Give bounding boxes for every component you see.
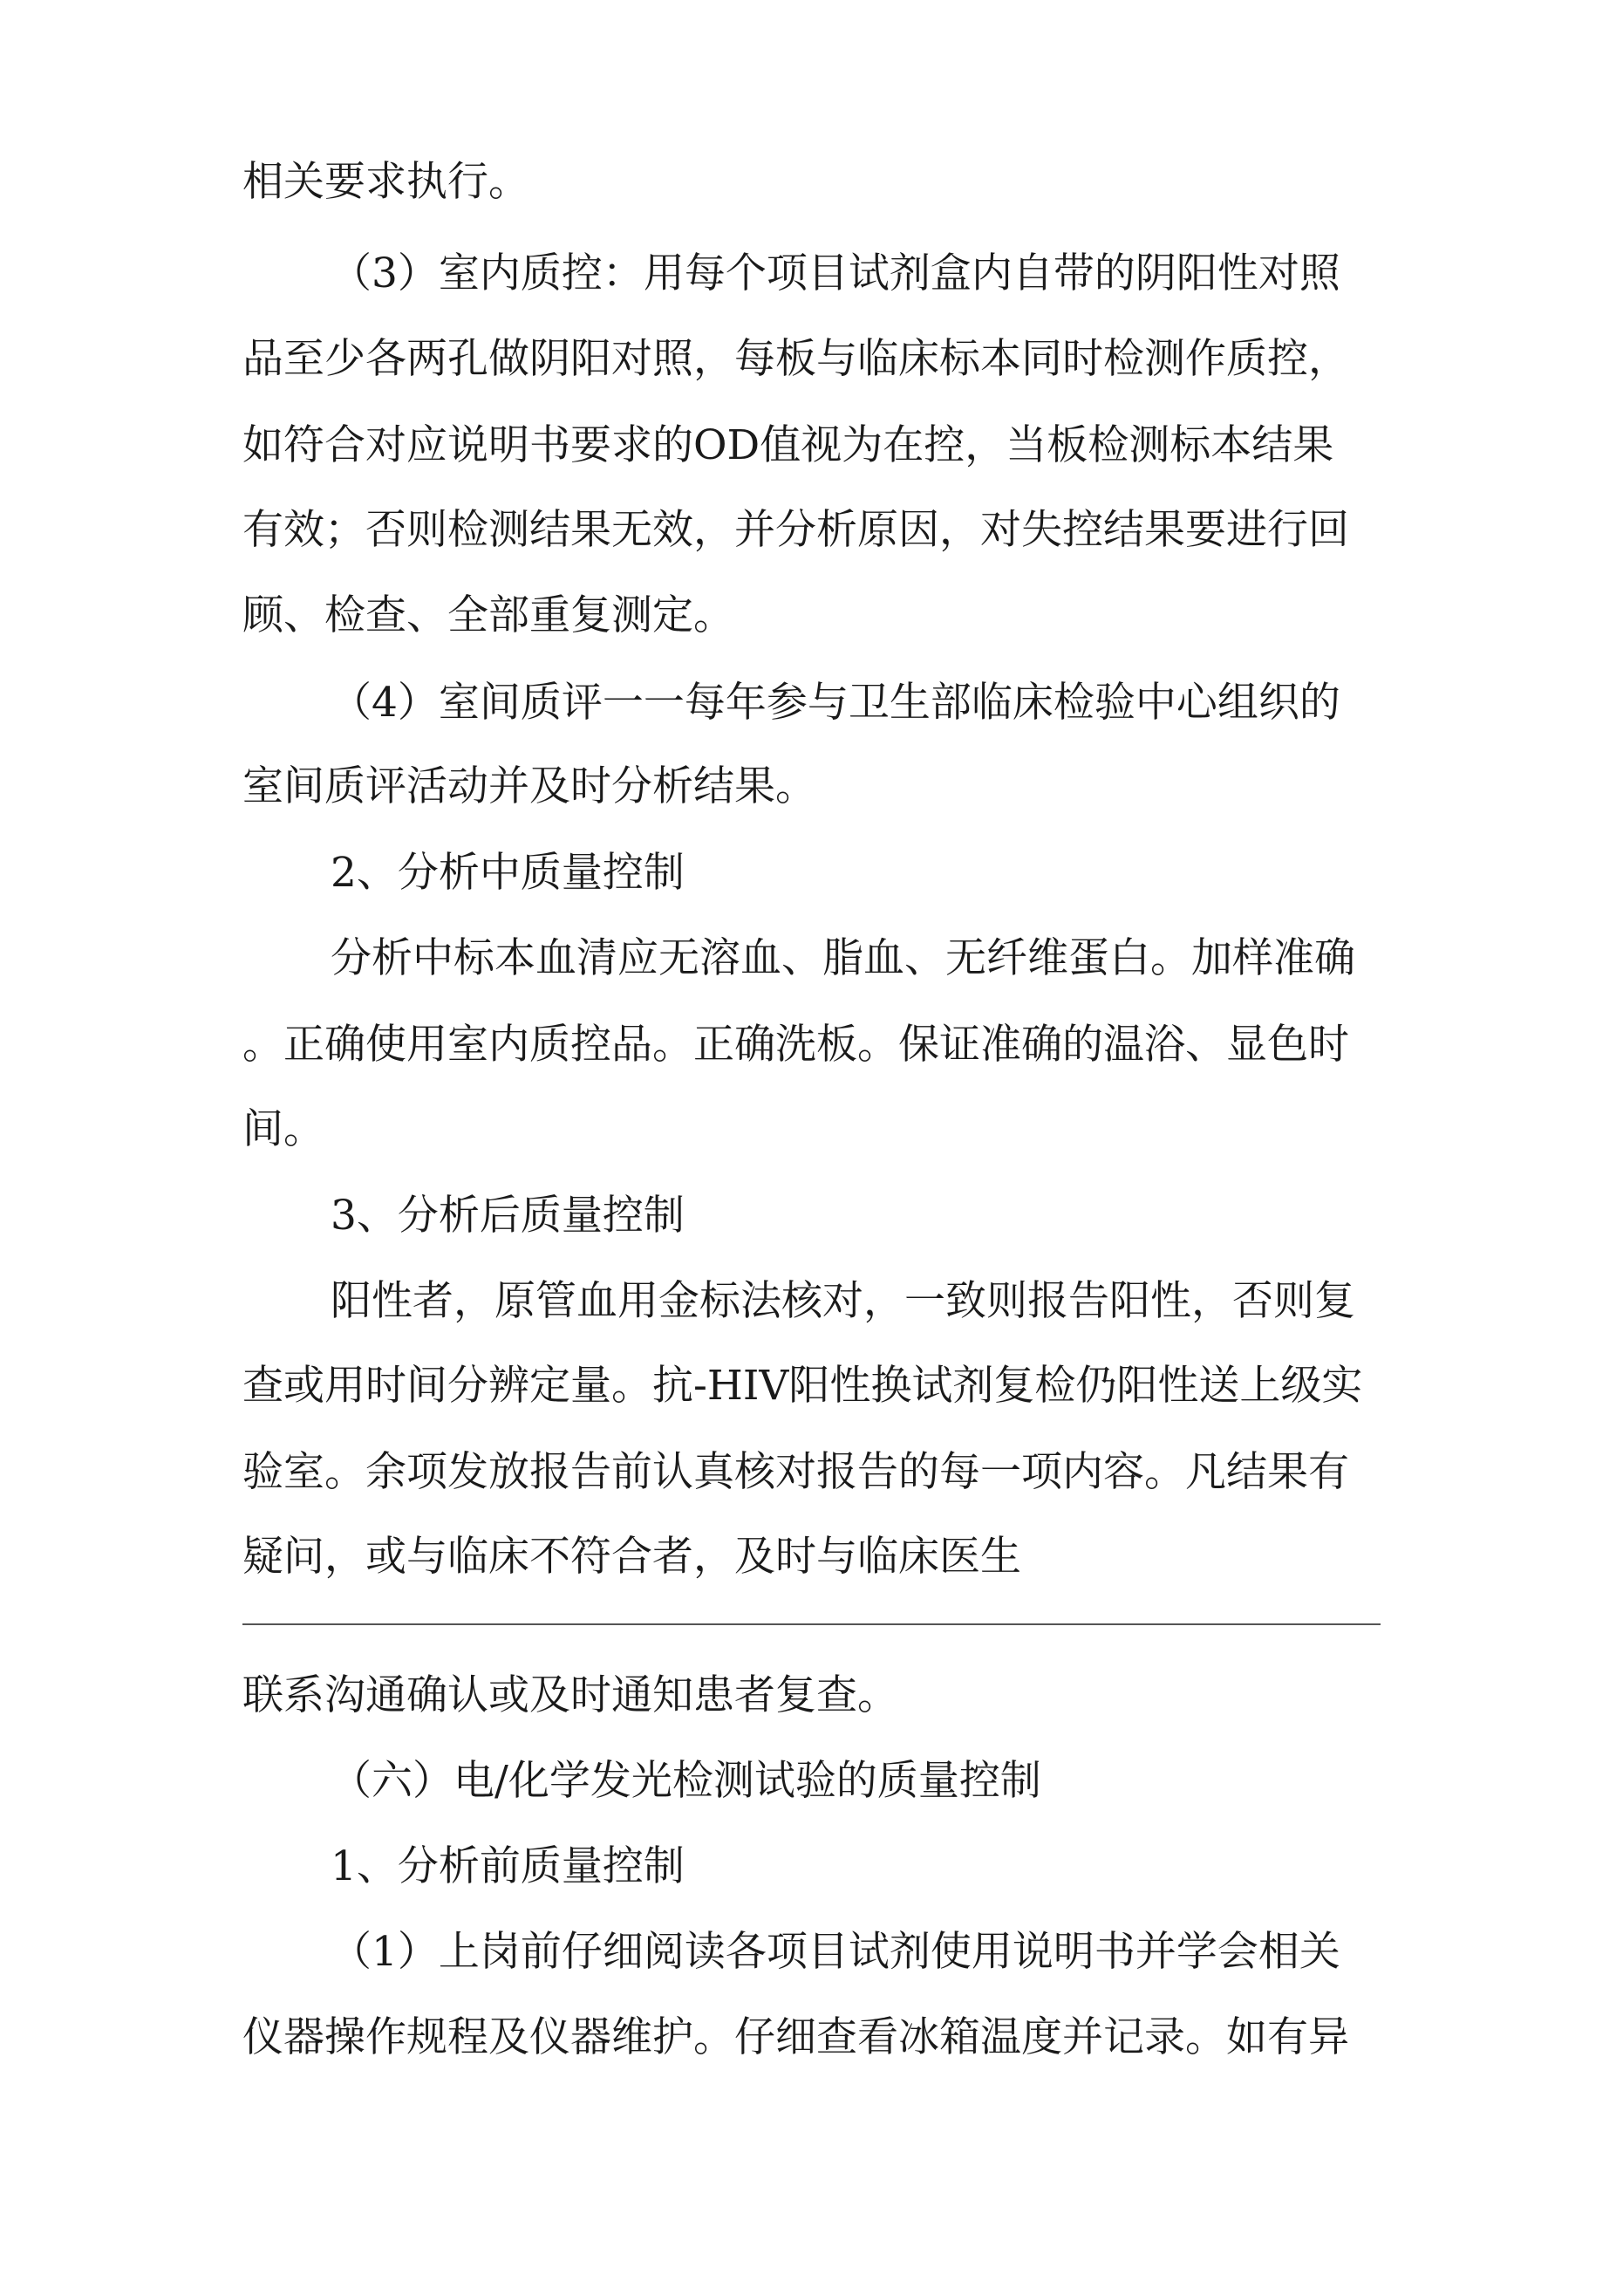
section-heading: 3、分析后质量控制 [331, 1192, 685, 1240]
section-heading: 1、分析前质量控制 [331, 1842, 685, 1890]
text-line: 有效；否则检测结果无效，并分析原因，对失控结果要进行回 [242, 506, 1349, 554]
text-line: 顾、检查、全部重复测定。 [242, 591, 734, 639]
text-line: 间。 [242, 1105, 324, 1153]
text-line: 联系沟通确认或及时通知患者复查。 [242, 1671, 898, 1719]
text-line: 。正确使用室内质控品。正确洗板。保证准确的温浴、显色时 [242, 1021, 1349, 1069]
text-line: 相关要求执行。 [242, 158, 529, 206]
text-line: 验室。余项发放报告前认真核对报告的每一项内容。凡结果有 [242, 1448, 1349, 1496]
text-line: 疑问，或与临床不符合者，及时与临床医生 [242, 1533, 1021, 1581]
text-line: 阳性者，原管血用金标法核对，一致则报告阳性，否则复 [331, 1277, 1355, 1325]
text-line: 如符合对应说明书要求的OD值视为在控，当板检测标本结果 [242, 421, 1334, 469]
text-line: 仪器操作规程及仪器维护。仔细查看冰箱温度并记录。如有异 [242, 2013, 1349, 2061]
text-line: 室间质评活动并及时分析结果。 [242, 762, 816, 810]
text-line: 分析中标本血清应无溶血、脂血、无纤维蛋白。加样准确 [331, 934, 1355, 982]
horizontal-divider [242, 1623, 1381, 1625]
text-line: （3）室内质控：用每个项目试剂盒内自带的阴阳性对照 [331, 249, 1340, 297]
section-heading: （六）电/化学发光检测试验的质量控制 [331, 1757, 1041, 1805]
section-heading: 2、分析中质量控制 [331, 849, 685, 897]
text-line: 查或用时间分辨定量。抗-HIV阳性换试剂复检仍阳性送上级实 [242, 1362, 1363, 1410]
text-line: （1）上岗前仔细阅读各项目试剂使用说明书并学会相关 [331, 1928, 1340, 1976]
text-line: 品至少各两孔做阴阳对照，每板与临床标本同时检测作质控， [242, 335, 1349, 383]
text-line: （4）室间质评一一每年参与卫生部临床检验中心组织的 [331, 679, 1340, 727]
